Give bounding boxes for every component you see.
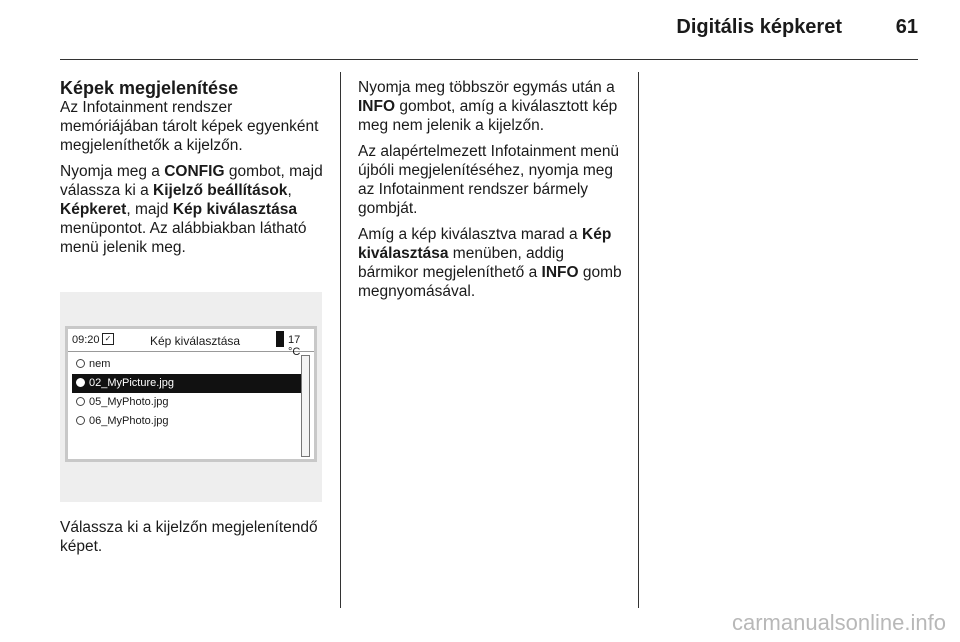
menu-ref-picture-frame: Képkeret [60,201,127,218]
text-run: menüpontot. Az alábbiakban látható menü jelenik meg. [60,220,307,256]
text-run: menüben, addig bármikor megjeleníthető a [358,245,564,281]
watermark: carmanualsonline.info [731,610,946,635]
list-item[interactable] [72,355,302,374]
list-item-label: 05_MyPhoto.jpg [89,396,169,408]
header-title: Digitális képkeret [676,16,842,38]
intro-paragraph: Az Infotainment rendszer memóriájában tárolt képek egyenként megjeleníthetők a kijelzőn. [60,99,319,154]
figure-caption: Válassza ki a kijelzőn megjelenítendő képet. [60,519,318,555]
scrollbar[interactable] [301,355,310,457]
right-column [358,78,626,308]
list-item[interactable] [72,393,302,412]
screen-figure [60,292,322,502]
screen-temperature: 17 °C [288,334,301,358]
text-run: gombot, majd válassza ki a [60,163,323,199]
left-column [60,78,332,264]
menu-ref-select-picture: Kép kiválasztása [172,201,297,218]
text-run: gombot, amíg a kiválasztott kép meg nem jelenik a kijelzőn. [358,98,618,134]
page-number: 61 [895,16,918,38]
text-run: gomb megnyomásával. [358,264,622,300]
menu-ref-select-picture: Kép kiválasztása [358,226,612,262]
screen-title-bar [68,329,314,358]
radio-icon [76,397,85,406]
list-item-label: 02_MyPicture.jpg [89,377,174,389]
list-item-selected[interactable] [72,374,302,393]
radio-icon [76,359,85,368]
list-item-label: 06_MyPhoto.jpg [89,415,169,427]
screen-title: Kép kiválasztása [150,334,241,348]
display-screen [65,326,317,462]
page-header [0,0,960,60]
picture-list [72,355,302,431]
checkmark-icon: ✓ [102,333,114,345]
info-paragraph [358,78,626,135]
menu-ref-display-settings: Kijelző beállítások [153,182,288,199]
info-button-ref: INFO [358,98,396,115]
list-item-label: nem [89,358,111,370]
text-run: Nyomja meg a [60,163,165,180]
instruction-paragraph [60,162,332,257]
screen-time: 09:20 [72,334,100,346]
info-button-ref: INFO [541,264,579,281]
config-button-ref: CONFIG [164,163,225,180]
header-rule [60,59,918,60]
selection-paragraph [358,225,626,301]
section-heading: Képek megjelenítése [60,78,239,98]
text-run: , majd [126,201,173,218]
column-divider [340,72,341,608]
text-run: Nyomja meg többször egymás után a [358,79,615,96]
radio-icon [76,416,85,425]
radio-selected-icon [76,378,85,387]
column-divider [638,72,639,608]
thermometer-icon [276,331,284,347]
text-run: Amíg a kép kiválasztva marad a [358,226,582,243]
default-menu-paragraph: Az alapértelmezett Infotainment menü újbóli megjelenítéséhez, nyomja meg az Infotainment rendszer bármely gombját. [358,143,620,217]
list-item[interactable] [72,412,302,431]
text-run: , [287,182,292,199]
